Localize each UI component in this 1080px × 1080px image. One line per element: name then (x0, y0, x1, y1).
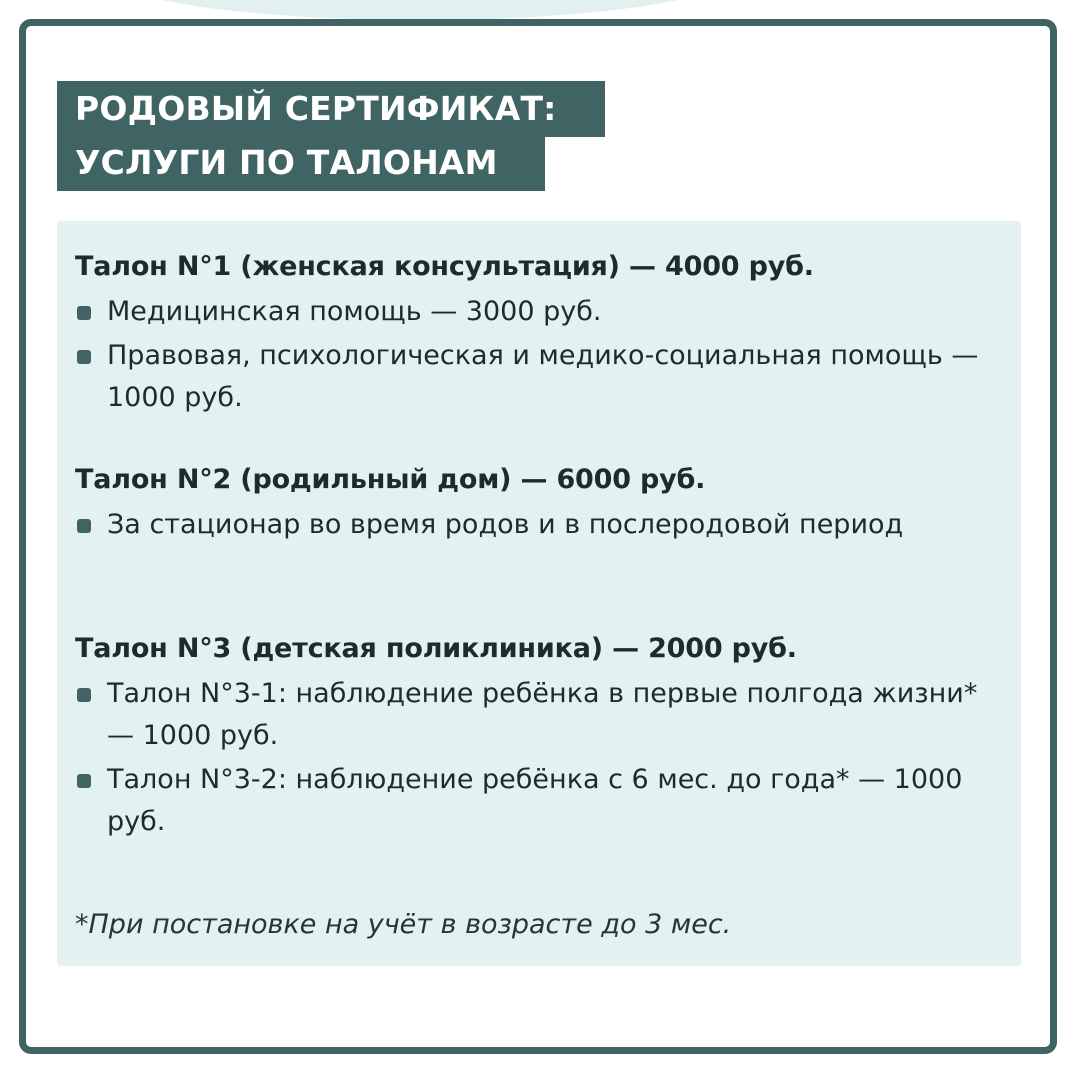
title-line-2: УСЛУГИ ПО ТАЛОНАМ (57, 135, 545, 191)
page-title (57, 81, 605, 191)
list-item (75, 759, 1005, 843)
bullet-icon (77, 774, 91, 788)
section-heading: Талон N°2 (родильный дом) — 6000 руб. (75, 464, 706, 495)
list-item-text: За стационар во время родов и в послеродовой период (107, 509, 904, 540)
section-heading: Талон N°1 (женская консультация) — 4000 руб. (75, 251, 814, 282)
list-item (75, 335, 1005, 419)
bullet-icon (77, 688, 91, 702)
section-talon-3 (75, 627, 1005, 843)
section-heading: Талон N°3 (детская поликлиника) — 2000 руб. (75, 633, 797, 664)
title-line-1: РОДОВЫЙ СЕРТИФИКАТ: (57, 81, 605, 137)
section-talon-2 (75, 458, 1005, 546)
footnote: *При постановке на учёт в возрасте до 3 мес. (75, 909, 732, 940)
bullet-icon (77, 350, 91, 364)
content-panel (57, 221, 1021, 966)
list-item (75, 673, 1005, 757)
bullet-icon (77, 306, 91, 320)
background-shape (110, 0, 730, 20)
list-item-text: Талон N°3-2: наблюдение ребёнка с 6 мес. до года* — 1000 руб. (107, 764, 963, 837)
list-item-text: Медицинская помощь — 3000 руб. (107, 296, 602, 327)
list-item (75, 504, 1005, 546)
list-item-text: Правовая, психологическая и медико-социальная помощь — 1000 руб. (107, 340, 979, 413)
list-item (75, 291, 1005, 333)
bullet-icon (77, 519, 91, 533)
list-item-text: Талон N°3-1: наблюдение ребёнка в первые полгода жизни* — 1000 руб. (107, 678, 978, 751)
section-talon-1 (75, 245, 1005, 419)
